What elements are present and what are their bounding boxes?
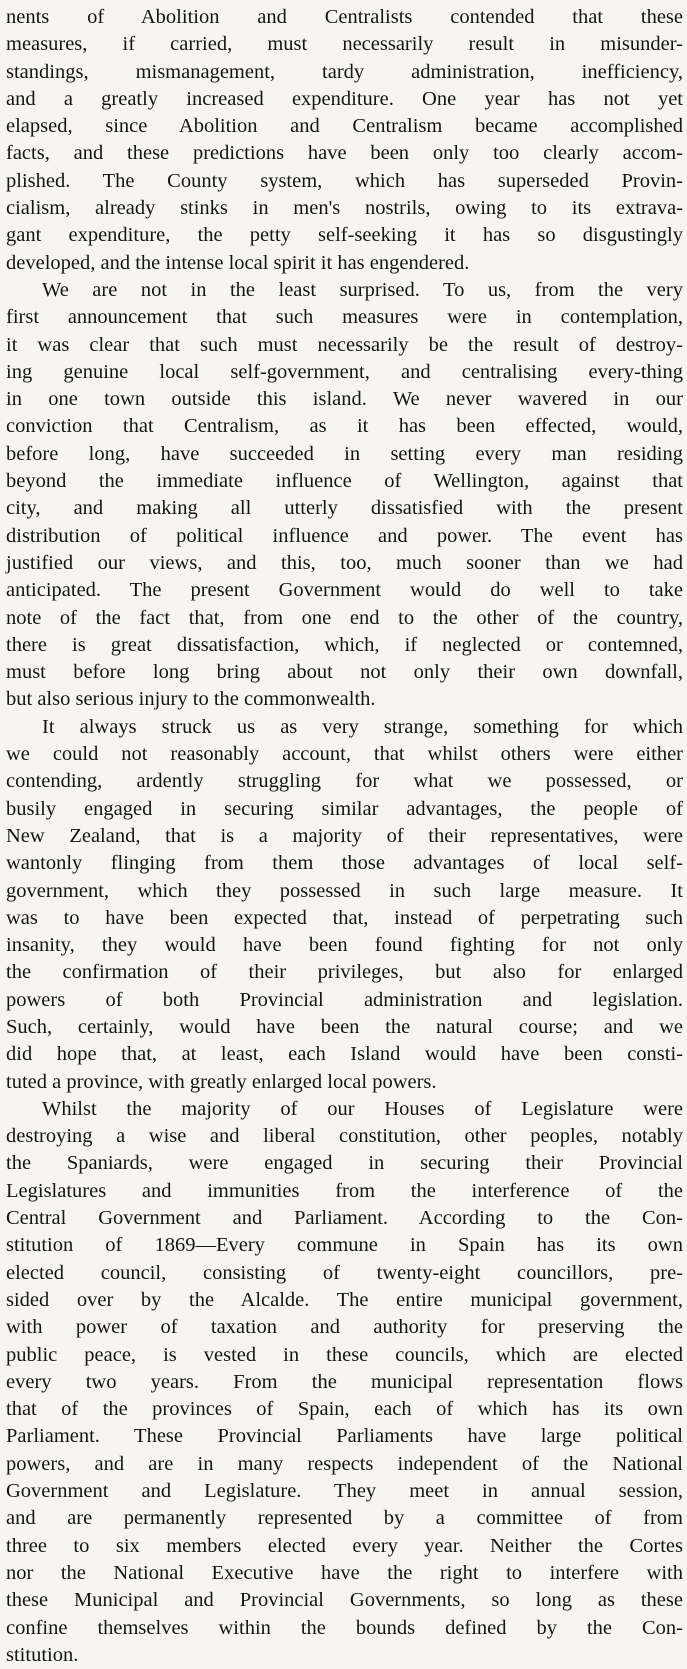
text-line: government, which they possessed in such large measure. It [6,879,683,902]
text-line: that of the provinces of Spain, each of which has its own [6,1398,683,1421]
text-line: confine themselves within the bounds defined by the Con- [6,1616,683,1639]
text-line: stitution. [6,1643,79,1666]
text-line: beyond the immediate influence of Wellington, against that [6,470,683,493]
text-line: nents of Abolition and Centralists contended that these [6,6,683,28]
text-line: nor the National Executive have the right to interfere with [6,1561,683,1584]
text-line: sided over by the Alcalde. The entire municipal government, [6,1288,683,1311]
text-line: was to have been expected that, instead of perpetrating such [6,906,683,929]
text-line: stitution of 1869—Every commune in Spain has its own [6,1234,683,1257]
text-line: powers of both Provincial administration and legislation. [6,988,683,1011]
text-line: cialism, already stinks in men's nostrils, owing to its extrava- [6,197,683,220]
text-line: tuted a province, with greatly enlarged local powers. [6,1070,437,1093]
text-line: insanity, they would have been found fighting for not only [6,934,683,957]
text-line: before long, have succeeded in setting every man residing [6,442,683,465]
text-line: Central Government and Parliament. According to the Con- [6,1207,683,1230]
text-line: Parliament. These Provincial Parliaments have large political [6,1425,683,1448]
text-line: Such, certainly, would have been the natural course; and we [6,1015,683,1038]
paragraph [6,277,683,714]
text-line: public peace, is vested in these councils, which are elected [6,1343,683,1366]
text-line: plished. The County system, which has superseded Provin- [6,169,683,192]
text-line: must before long bring about not only their own downfall, [6,661,683,684]
text-line: we could not reasonably account, that whilst others were either [6,743,683,766]
text-line: ing genuine local self-government, and centralising every-thing [6,360,683,383]
text-line: but also serious injury to the commonwealth. [6,688,376,711]
text-line: elected council, consisting of twenty-eight councillors, pre- [6,1261,683,1284]
text-line: every two years. From the municipal representation flows [6,1370,683,1393]
text-line: New Zealand, that is a majority of their representatives, were [6,824,683,847]
text-line: in one town outside this island. We never wavered in our [6,388,683,411]
text-line: busily engaged in securing similar advantages, the people of [6,797,683,820]
text-line: elapsed, since Abolition and Centralism became accomplished [6,115,683,138]
paragraph [6,4,683,277]
text-line: We are not in the least surprised. To us, from the very [42,278,683,301]
text-line: measures, if carried, must necessarily result in misunder- [6,33,683,56]
text-line: the confirmation of their privileges, but also for enlarged [6,961,683,984]
text-line: three to six members elected every year. Neither the Cortes [6,1534,683,1557]
text-line: these Municipal and Provincial Governments, so long as these [6,1589,683,1612]
text-line: city, and making all utterly dissatisfied with the present [6,497,683,520]
text-line: wantonly flinging from them those advantages of local self- [6,852,683,875]
text-line: gant expenditure, the petty self-seeking it has so disgustingly [6,224,683,247]
text-line: it was clear that such must necessarily be the result of destroy- [6,333,683,356]
text-line: destroying a wise and liberal constitution, other peoples, notably [6,1125,683,1148]
text-line: anticipated. The present Government would do well to take [6,579,683,602]
text-line: Whilst the majority of our Houses of Legislature were [42,1097,683,1120]
text-line: Government and Legislature. They meet in annual session, [6,1480,683,1503]
text-line: with power of taxation and authority for preserving the [6,1316,683,1339]
paragraph [6,1096,683,1669]
text-line: note of the fact that, from one end to the other of the country, [6,606,683,629]
text-line: and are permanently represented by a committee of from [6,1507,683,1530]
text-line: justified our views, and this, too, much sooner than we had [6,551,683,574]
text-line: distribution of political influence and power. The event has [6,524,683,547]
text-line: facts, and these predictions have been only too clearly accom- [6,142,683,165]
text-line: Legislatures and immunities from the interference of the [6,1179,683,1202]
text-line: standings, mismanagement, tardy administration, inefficiency, [6,60,683,83]
text-line: there is great dissatisfaction, which, if neglected or contemned, [6,633,683,656]
text-line: developed, and the intense local spirit it has engendered. [6,251,470,274]
text-line: conviction that Centralism, as it has been effected, would, [6,415,683,438]
text-line: powers, and are in many respects independent of the National [6,1452,683,1475]
text-line: the Spaniards, were engaged in securing their Provincial [6,1152,683,1175]
text-line: did hope that, at least, each Island would have been consti- [6,1043,683,1066]
text-line: first announcement that such measures were in contemplation, [6,306,683,329]
paragraph [6,714,683,1096]
text-line: contending, ardently struggling for what we possessed, or [6,770,683,793]
text-line: It always struck us as very strange, something for which [42,715,683,738]
text-line: and a greatly increased expenditure. One year has not yet [6,87,683,110]
